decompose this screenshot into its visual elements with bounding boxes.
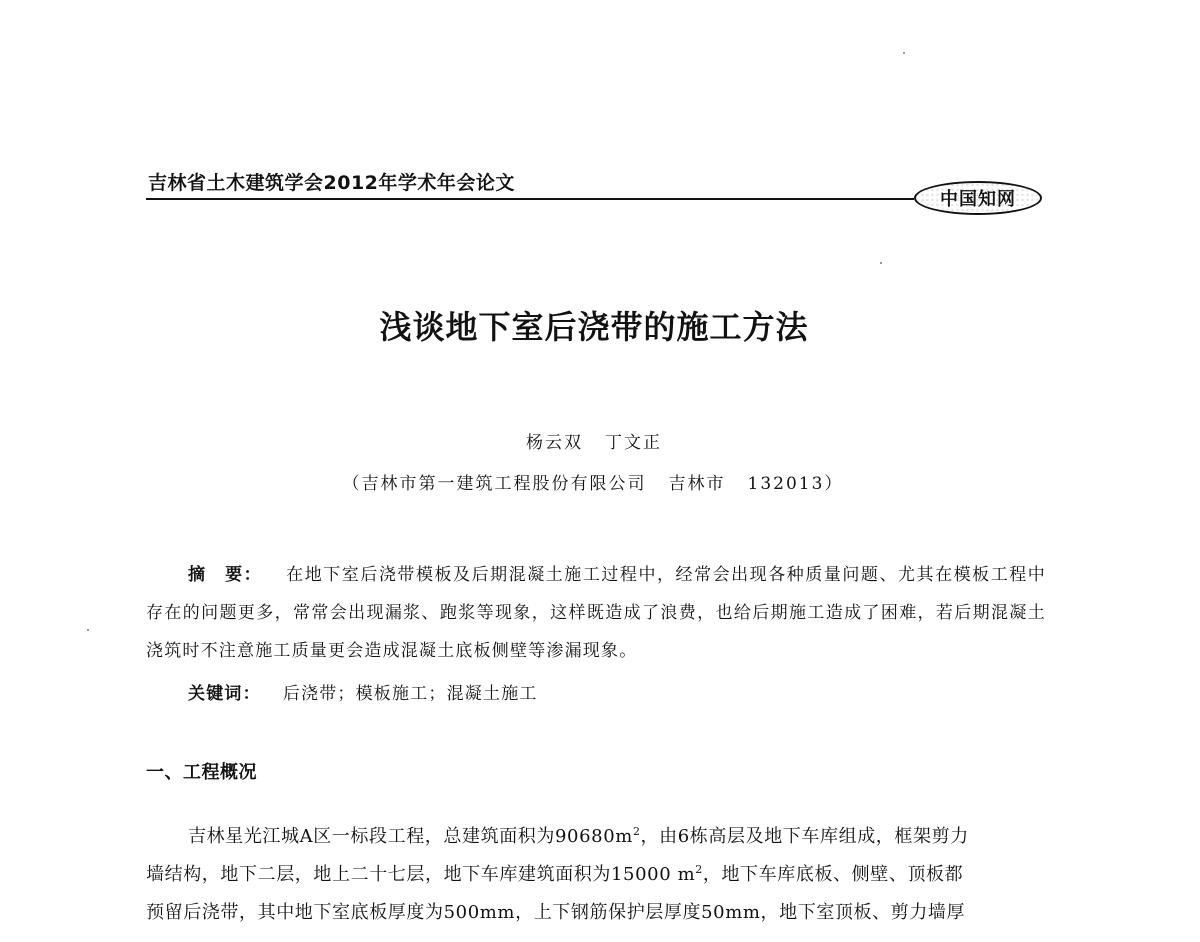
affiliation-org: 吉林市第一建筑工程股份有限公司 (361, 474, 647, 494)
author-1: 杨云双 (526, 433, 583, 453)
body-line-2: 墙结构，地下二层，地上二十七层，地下车库建筑面积为15000 $m^2$，地下车库底板、侧壁、顶板都 (146, 863, 964, 885)
abstract-label: 摘 要： (188, 565, 263, 585)
header-rule (146, 198, 914, 200)
affiliation-open-paren: （ (342, 474, 362, 494)
scan-speck (880, 262, 882, 264)
author-2: 丁文正 (605, 433, 662, 453)
paper-title: 浅谈地下室后浇带的施工方法 (379, 308, 809, 346)
scan-speck (87, 629, 89, 631)
keywords-text: 后浇带；模板施工；混凝土施工 (282, 684, 538, 704)
authors (0, 428, 1188, 453)
affiliation-city: 吉林市 (668, 474, 726, 494)
abstract (146, 556, 1046, 670)
scan-speck (903, 52, 905, 54)
affiliation-postcode: 132013 (747, 474, 825, 494)
affiliation (0, 469, 1186, 494)
cnki-logo-text: 中国知网 (940, 189, 1016, 210)
keywords (188, 679, 538, 704)
running-header: 吉林省土木建筑学会2012年学术年会论文 (148, 172, 515, 194)
affiliation-close-paren: ） (824, 474, 844, 494)
cnki-logo (914, 181, 1042, 215)
body-line-1: 吉林星光江城A区一标段工程，总建筑面积为$90680m^2$，由6栋高层及地下车库组成，框架剪力 (188, 825, 969, 847)
abstract-text: 在地下室后浇带模板及后期混凝土施工过程中，经常会出现各种质量问题、尤其在模板工程中存在的问题更多，常常会出现漏浆、跑浆等现象，这样既造成了浪费，也给后期施工造成了困难，若后期混凝土浇筑时不注意施工质量更会造成混凝土底板侧壁等渗漏现象。 (146, 565, 1046, 661)
keywords-label: 关键词： (188, 684, 261, 704)
body-line-3: 预留后浇带，其中地下室底板厚度为500mm，上下钢筋保护层厚度50mm，地下室顶板、剪力墙厚 (146, 902, 966, 923)
section-heading: 一、工程概况 (146, 762, 257, 783)
section-body (146, 818, 1048, 932)
